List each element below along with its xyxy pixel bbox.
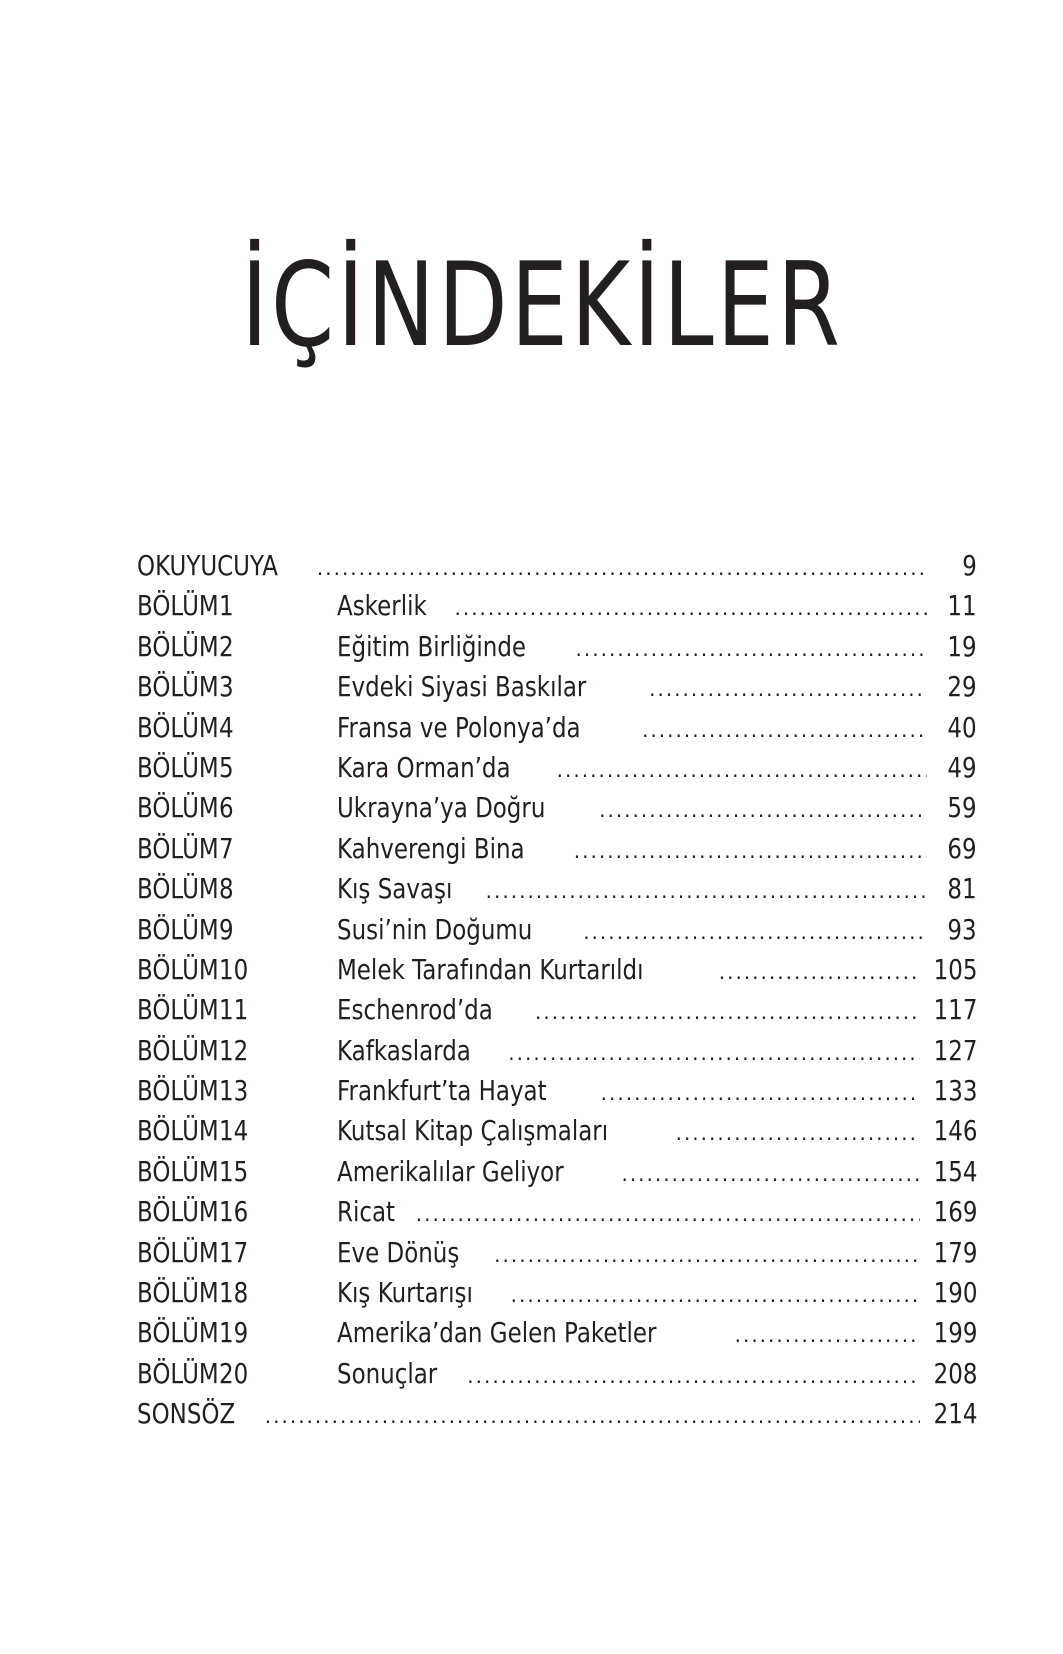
chapter-title: Kahverengi Bina	[337, 831, 525, 865]
dot-leader	[735, 1315, 920, 1355]
dot-leader	[621, 1154, 919, 1194]
dot-leader	[416, 1194, 920, 1234]
chapter-title: Eğitim Birliğinde	[337, 629, 527, 663]
chapter-word: BÖLÜM	[137, 750, 219, 784]
page-title: İÇİNDEKİLER	[241, 238, 844, 373]
toc-entry	[137, 748, 977, 788]
chapter-title: Askerlik	[337, 589, 427, 623]
chapter-word: BÖLÜM	[137, 872, 219, 906]
chapter-number: 4	[219, 710, 234, 744]
chapter-page: 179	[933, 1235, 977, 1269]
dot-leader	[494, 1235, 919, 1275]
chapter-number: 20	[219, 1356, 249, 1390]
chapter-word: BÖLÜM	[137, 912, 219, 946]
chapter-number: 18	[219, 1276, 249, 1310]
chapter-title: Melek Tarafından Kurtarıldı	[337, 952, 644, 986]
chapter-title: Eschenrod’da	[337, 993, 493, 1027]
toc-entry	[137, 1111, 977, 1151]
chapter-word: BÖLÜM	[137, 589, 219, 623]
dot-leader	[719, 952, 920, 992]
chapter-title: Fransa ve Polonya’da	[337, 710, 581, 744]
toc-entry	[137, 627, 977, 667]
chapter-title: Susi’nin Doğumu	[337, 912, 533, 946]
toc-entry	[137, 1354, 977, 1394]
chapter-page: 29	[947, 670, 977, 704]
chapter-title: Kara Orman’da	[337, 750, 511, 784]
toc-entry	[137, 586, 977, 626]
chapter-page: 127	[933, 1033, 977, 1067]
chapter-number: 7	[219, 831, 234, 865]
toc-entry	[137, 829, 977, 869]
chapter-number: 8	[219, 872, 234, 906]
dot-leader	[642, 710, 927, 750]
entry-label: OKUYUCUYA	[137, 549, 278, 582]
chapter-page: 208	[933, 1356, 977, 1390]
chapter-page: 169	[933, 1195, 977, 1229]
chapter-number: 9	[219, 912, 234, 946]
chapter-number: 12	[219, 1033, 249, 1067]
toc-entry	[137, 1152, 977, 1192]
chapter-word: BÖLÜM	[137, 1276, 219, 1310]
chapter-page: 49	[947, 750, 977, 784]
dot-leader	[574, 831, 927, 871]
chapter-word: BÖLÜM	[137, 952, 219, 986]
chapter-title: Evdeki Siyasi Baskılar	[337, 670, 587, 704]
chapter-page: 59	[947, 791, 977, 825]
toc-entry	[137, 1192, 977, 1232]
chapter-title: Ricat	[337, 1195, 396, 1229]
dot-leader	[454, 588, 927, 628]
dot-leader	[583, 912, 927, 952]
chapter-number: 17	[219, 1235, 249, 1269]
chapter-page: 19	[947, 629, 977, 663]
dot-leader	[599, 790, 927, 830]
chapter-page: 154	[933, 1154, 977, 1188]
chapter-page: 117	[933, 993, 977, 1027]
chapter-title: Kutsal Kitap Çalışmaları	[337, 1114, 609, 1148]
chapter-number: 13	[219, 1074, 249, 1108]
dot-leader	[486, 871, 927, 911]
chapter-number: 2	[219, 629, 234, 663]
chapter-number: 3	[219, 670, 234, 704]
dot-leader	[265, 1396, 920, 1436]
chapter-number: 16	[219, 1195, 249, 1229]
chapter-page: 190	[933, 1276, 977, 1310]
table-of-contents	[137, 546, 977, 1435]
dot-leader	[511, 1275, 920, 1315]
chapter-page: 93	[947, 912, 977, 946]
chapter-number: 11	[219, 993, 249, 1027]
chapter-page: 81	[947, 872, 977, 906]
chapter-word: BÖLÜM	[137, 1356, 219, 1390]
toc-entry	[137, 1233, 977, 1273]
chapter-word: BÖLÜM	[137, 1235, 219, 1269]
chapter-number: 1	[219, 589, 234, 623]
dot-leader	[576, 629, 927, 669]
chapter-title: Amerikalılar Geliyor	[337, 1154, 564, 1188]
chapter-number: 5	[219, 750, 234, 784]
dot-leader	[467, 1356, 919, 1396]
chapter-page: 146	[933, 1114, 977, 1148]
chapter-page: 199	[933, 1316, 977, 1350]
chapter-number: 15	[219, 1154, 249, 1188]
chapter-word: BÖLÜM	[137, 710, 219, 744]
chapter-number: 10	[219, 952, 249, 986]
chapter-title: Kış Savaşı	[337, 872, 453, 906]
chapter-page: 11	[947, 589, 977, 623]
dot-leader	[317, 548, 927, 588]
chapter-word: BÖLÜM	[137, 1074, 219, 1108]
toc-entry	[137, 990, 977, 1030]
chapter-page: 133	[933, 1074, 977, 1108]
chapter-title: Frankfurt’ta Hayat	[337, 1074, 547, 1108]
chapter-title: Sonuçlar	[337, 1356, 438, 1390]
toc-entry	[137, 1273, 977, 1313]
chapter-number: 14	[219, 1114, 249, 1148]
chapter-word: BÖLÜM	[137, 791, 219, 825]
toc-entry	[137, 950, 977, 990]
toc-entry	[137, 1031, 977, 1071]
chapter-number: 19	[219, 1316, 249, 1350]
chapter-word: BÖLÜM	[137, 1033, 219, 1067]
chapter-word: BÖLÜM	[137, 831, 219, 865]
chapter-word: BÖLÜM	[137, 993, 219, 1027]
toc-entry	[137, 1071, 977, 1111]
dot-leader	[649, 669, 927, 709]
toc-entry-back	[137, 1394, 977, 1434]
chapter-page: 40	[947, 710, 977, 744]
entry-page: 214	[933, 1397, 977, 1431]
chapter-word: BÖLÜM	[137, 1195, 219, 1229]
entry-page: 9	[962, 549, 977, 582]
dot-leader	[508, 1033, 919, 1073]
dot-leader	[676, 1113, 920, 1153]
dot-leader	[601, 1073, 920, 1113]
chapter-page: 105	[933, 952, 977, 986]
dot-leader	[535, 992, 920, 1032]
chapter-word: BÖLÜM	[137, 670, 219, 704]
chapter-title: Kafkaslarda	[337, 1033, 471, 1067]
toc-entry-front	[137, 546, 977, 586]
chapter-title: Kış Kurtarışı	[337, 1276, 473, 1310]
entry-label: SONSÖZ	[137, 1397, 236, 1431]
chapter-word: BÖLÜM	[137, 1154, 219, 1188]
chapter-title: Eve Dönüş	[337, 1235, 460, 1269]
toc-entry	[137, 1313, 977, 1353]
chapter-word: BÖLÜM	[137, 1114, 219, 1148]
toc-entry	[137, 869, 977, 909]
toc-entry	[137, 667, 977, 707]
toc-entry	[137, 910, 977, 950]
toc-entry	[137, 788, 977, 828]
toc-entry	[137, 708, 977, 748]
chapter-word: BÖLÜM	[137, 1316, 219, 1350]
chapter-title: Ukrayna’ya Doğru	[337, 791, 546, 825]
dot-leader	[557, 750, 927, 790]
chapter-title: Amerika’dan Gelen Paketler	[337, 1316, 657, 1350]
chapter-number: 6	[219, 791, 234, 825]
chapter-word: BÖLÜM	[137, 629, 219, 663]
chapter-page: 69	[947, 831, 977, 865]
